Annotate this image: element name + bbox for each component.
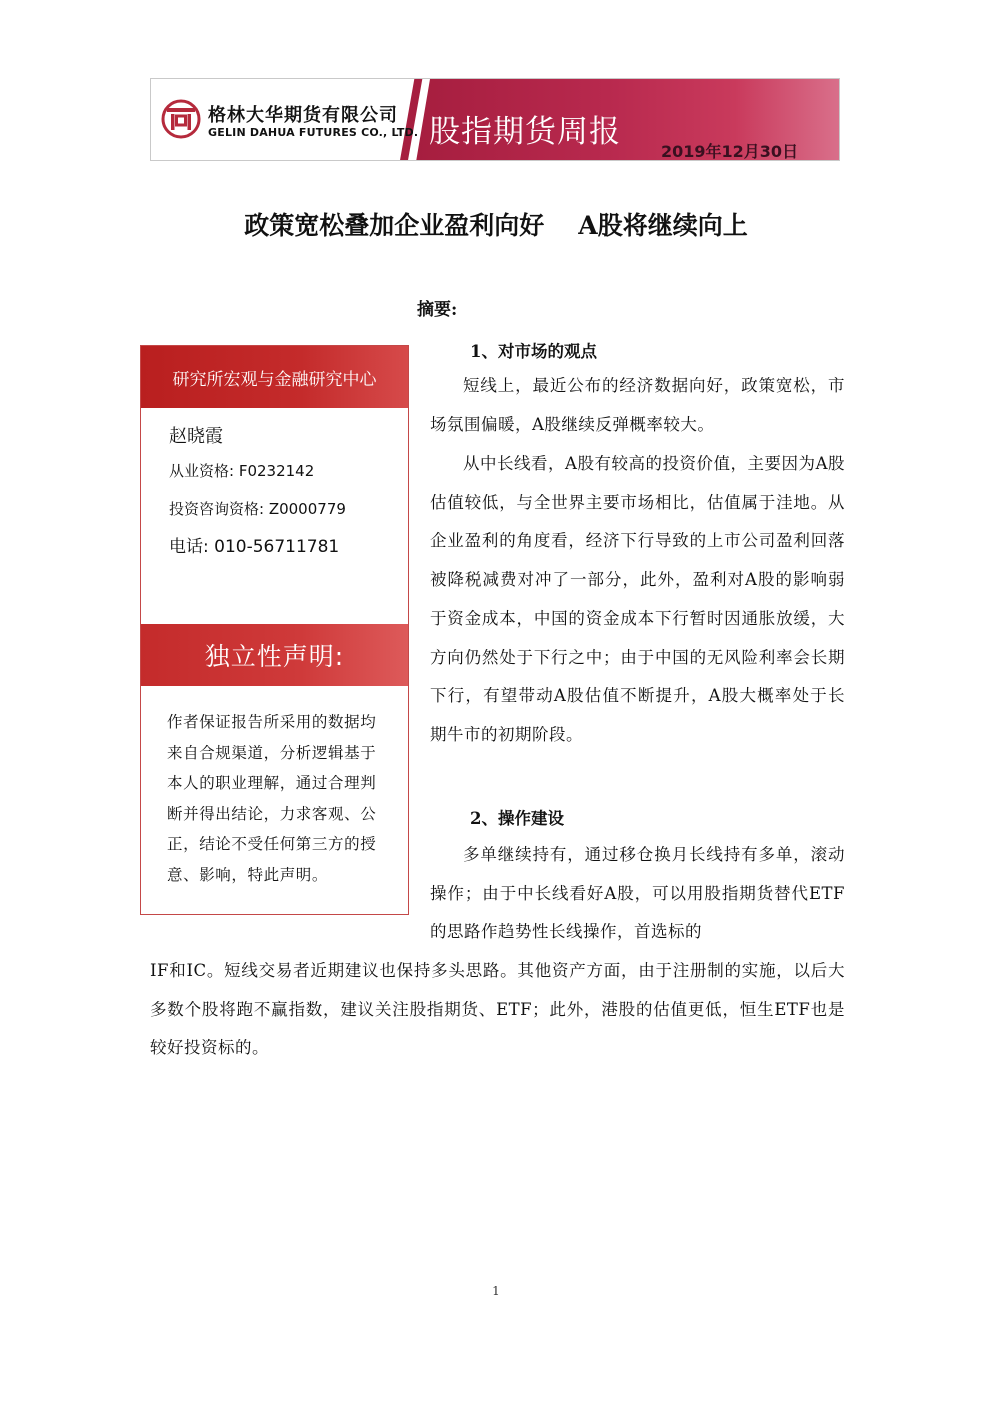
paragraph-short-term: 短线上，最近公布的经济数据向好，政策宽松，市场氛围偏暖，A股继续反弹概率较大。 — [430, 376, 845, 434]
phone-number: 电话: 010-56711781 — [169, 537, 340, 557]
paragraph-long-term: 从中长线看，A股有较高的投资价值，主要因为A股估值较低，与全世界主要市场相比，估值属于洼地。从企业盈利的角度看，经济下行导致的上市公司盈利回落被降税减费对冲了一部分，此外，盈利对A股的影响弱于资金成本，中国的资金成本下行暂时因通胀放缓，大方向仍然处于下行之中；由于中国的无风险利率会长期下行，有望带动A股估值不断提升，A股大概率处于长期牛市的初期阶段。 — [430, 454, 845, 744]
company-logo-icon — [161, 99, 201, 139]
report-banner — [150, 78, 840, 161]
analyst-sidebar — [140, 345, 409, 915]
headline-part1: 政策宽松叠加企业盈利向好 — [244, 211, 545, 240]
section1-title: 1、对市场的观点 — [470, 342, 597, 361]
advisory-qualification: 投资咨询资格: Z0000779 — [169, 500, 346, 518]
headline — [0, 206, 992, 242]
paragraph-operation-cont: IF和IC。短线交易者近期建议也保持多头思路。其他资产方面，由于注册制的实施，以后大多数个股将跑不赢指数，建议关注股指期货、ETF；此外，港股的估值更低，恒生ETF也是较好投资标的。 — [150, 961, 845, 1058]
report-date: 2019年12月30日 — [661, 142, 799, 161]
statement-header: 独立性声明: — [141, 624, 408, 686]
report-title: 股指期货周报 — [429, 114, 621, 150]
headline-part2: A股将继续向上 — [578, 211, 748, 240]
company-name-en: GELIN DAHUA FUTURES CO., LTD. — [208, 126, 419, 139]
paragraph-operation: 多单继续持有，通过移仓换月长线持有多单，滚动操作；由于中长线看好A股，可以用股指期货替代ETF的思路作趋势性长线操作，首选标的 — [430, 845, 845, 942]
statement-text: 作者保证报告所采用的数据均来自合规渠道，分析逻辑基于本人的职业理解，通过合理判断并得出结论，力求客观、公正，结论不受任何第三方的授意、影响，特此声明。 — [167, 713, 377, 884]
abstract-label: 摘要: — [417, 300, 458, 320]
author-name: 赵晓霞 — [169, 426, 223, 447]
qualification-number: 从业资格: F0232142 — [169, 462, 315, 480]
department-header: 研究所宏观与金融研究中心 — [141, 346, 408, 408]
section2-title: 2、操作建设 — [470, 809, 564, 828]
company-name-cn: 格林大华期货有限公司 — [208, 105, 398, 126]
page-number: 1 — [492, 1284, 500, 1298]
